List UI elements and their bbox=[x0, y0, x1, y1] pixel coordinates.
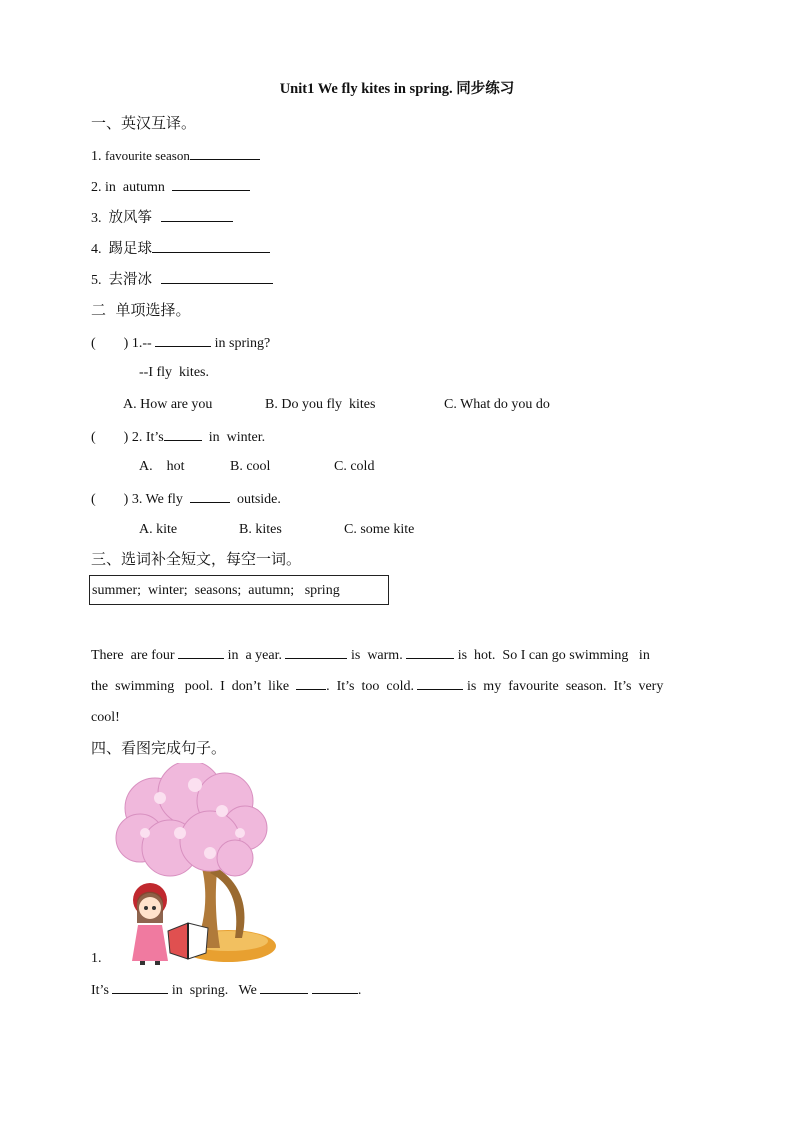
answer-paren[interactable]: ( ) bbox=[91, 336, 129, 351]
translation-item-2: 2. in autumn bbox=[91, 176, 250, 198]
answer-blank[interactable] bbox=[161, 269, 273, 284]
answer-blank[interactable] bbox=[312, 979, 358, 994]
page-title: Unit1 We fly kites in spring. 同步练习 bbox=[279, 81, 515, 97]
choice-question-3: ( ) 3. We fly outside. bbox=[91, 488, 281, 510]
answer-blank[interactable] bbox=[152, 238, 270, 253]
question-1-answer-line: --I fly kites. bbox=[139, 365, 209, 380]
answer-blank[interactable] bbox=[161, 207, 233, 222]
question-2-option-a: A. hot bbox=[139, 459, 185, 474]
girl-figure bbox=[132, 883, 168, 965]
answer-blank[interactable] bbox=[296, 675, 326, 690]
passage-line-3: cool! bbox=[91, 710, 120, 725]
question-1-option-c: C. What do you do bbox=[444, 397, 550, 412]
answer-blank[interactable] bbox=[406, 644, 454, 659]
section-4-heading: 四、看图完成句子。 bbox=[91, 739, 227, 757]
question-2-option-c: C. cold bbox=[334, 459, 375, 474]
section-2-heading: 二 单项选择。 bbox=[91, 301, 191, 319]
answer-paren[interactable]: ( ) bbox=[91, 492, 129, 507]
answer-blank[interactable] bbox=[190, 488, 230, 503]
question-2-option-b: B. cool bbox=[230, 459, 271, 474]
passage-line-2: the swimming pool. I don’t like . It’s too cold. is my favourite season. It’s very bbox=[91, 671, 691, 702]
answer-blank[interactable] bbox=[112, 979, 168, 994]
translation-item-5: 5. 去滑冰 bbox=[91, 269, 273, 291]
answer-blank[interactable] bbox=[178, 644, 224, 659]
answer-blank[interactable] bbox=[260, 979, 308, 994]
picture-question-number: 1. bbox=[91, 951, 102, 966]
answer-blank[interactable] bbox=[155, 332, 211, 347]
passage-line-1: There are four in a year. is warm. is hot. So I can go swimming in bbox=[91, 640, 691, 671]
choice-question-1: ( ) 1.-- in spring? bbox=[91, 332, 270, 354]
answer-blank[interactable] bbox=[164, 426, 202, 441]
answer-paren[interactable]: ( ) bbox=[91, 430, 129, 445]
answer-blank[interactable] bbox=[190, 145, 260, 160]
picture-sentence: It’s in spring. We . bbox=[91, 979, 361, 1001]
word-bank-box: summer; winter; seasons; autumn; spring bbox=[89, 575, 389, 605]
butterfly-kite bbox=[168, 923, 208, 959]
question-1-option-b: B. Do you fly kites bbox=[265, 397, 376, 412]
answer-blank[interactable] bbox=[172, 176, 250, 191]
answer-blank[interactable] bbox=[285, 644, 347, 659]
translation-item-4: 4. 踢足球 bbox=[91, 238, 270, 260]
cloze-passage bbox=[91, 640, 691, 733]
answer-blank[interactable] bbox=[417, 675, 463, 690]
translation-item-3: 3. 放风筝 bbox=[91, 207, 233, 229]
question-3-option-b: B. kites bbox=[239, 522, 282, 537]
choice-question-2: ( ) 2. It’s in winter. bbox=[91, 426, 265, 448]
spring-tree-girl-picture bbox=[110, 763, 276, 966]
section-1-heading: 一、英汉互译。 bbox=[91, 114, 197, 132]
question-3-option-c: C. some kite bbox=[344, 522, 415, 537]
question-3-option-a: A. kite bbox=[139, 522, 178, 537]
translation-item-1: 1. favourite season bbox=[91, 145, 260, 167]
question-1-option-a: A. How are you bbox=[123, 397, 213, 412]
section-3-heading: 三、选词补全短文，每空一词。 bbox=[91, 550, 302, 568]
